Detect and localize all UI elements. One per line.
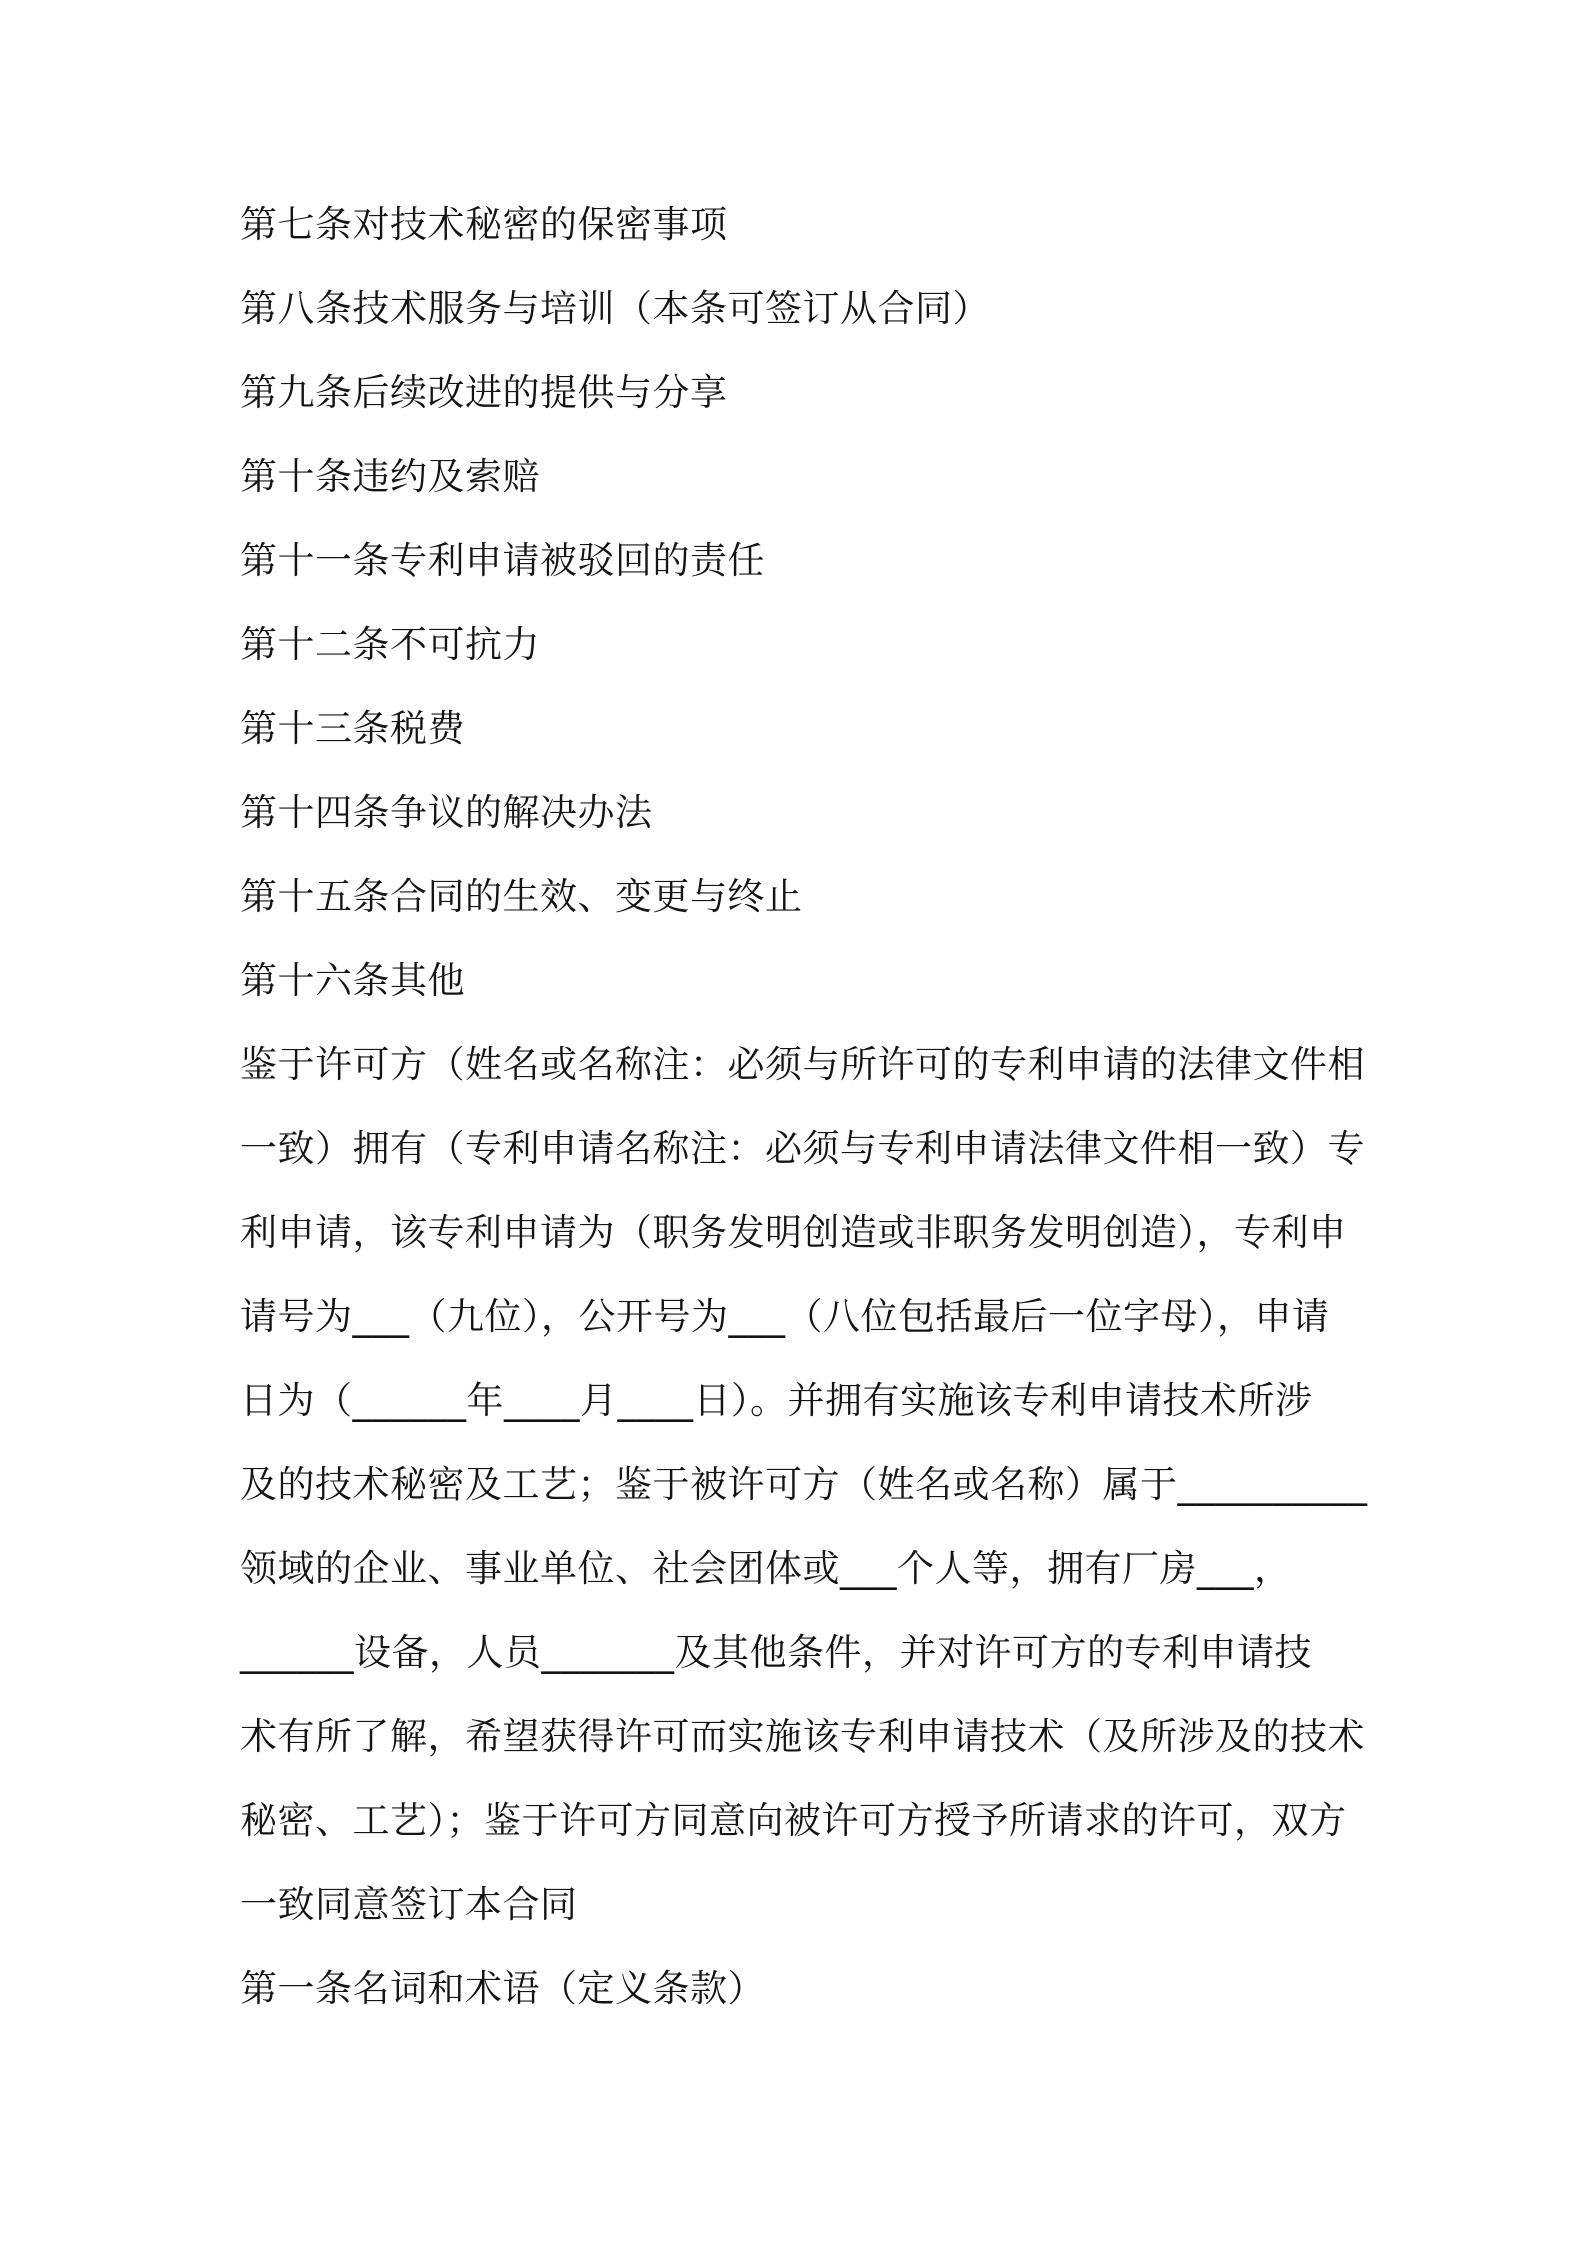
preamble-line-10: 秘密、工艺）；鉴于许可方同意向被许可方授予所请求的许可，双方 (240, 1799, 1347, 1842)
article-7-heading: 第七条对技术秘密的保密事项 (240, 203, 728, 246)
article-12-heading: 第十二条不可抗力 (240, 623, 540, 666)
article-13-heading: 第十三条税费 (240, 707, 465, 750)
article-14-heading: 第十四条争议的解决办法 (240, 791, 653, 834)
article-11-heading: 第十一条专利申请被驳回的责任 (240, 539, 765, 582)
preamble-line-2: 一致）拥有（专利申请名称注：必须与专利申请法律文件相一致）专 (240, 1127, 1365, 1170)
preamble-line-7: 领域的企业、事业单位、社会团体或___个人等，拥有厂房___， (240, 1547, 1292, 1590)
article-10-heading: 第十条违约及索赔 (240, 455, 540, 498)
preamble-line-9: 术有所了解，希望获得许可而实施该专利申请技术（及所涉及的技术 (240, 1715, 1365, 1758)
preamble-line-4: 请号为___（九位），公开号为___（八位包括最后一位字母），申请 (240, 1295, 1330, 1338)
article-16-heading: 第十六条其他 (240, 959, 465, 1002)
article-15-heading: 第十五条合同的生效、变更与终止 (240, 875, 803, 918)
article-1-heading: 第一条名词和术语（定义条款） (240, 1967, 765, 2010)
preamble-line-3: 利申请，该专利申请为（职务发明创造或非职务发明创造），专利申 (240, 1211, 1347, 1254)
preamble-line-5: 日为（______年____月____日）。并拥有实施该专利申请技术所涉 (240, 1379, 1313, 1422)
preamble-line-11: 一致同意签订本合同 (240, 1883, 578, 1926)
preamble-line-1: 鉴于许可方（姓名或名称注：必须与所许可的专利申请的法律文件相 (240, 1043, 1365, 1086)
article-8-heading: 第八条技术服务与培训（本条可签订从合同） (240, 287, 990, 330)
preamble-line-8: ______设备，人员_______及其他条件，并对许可方的专利申请技 (240, 1631, 1312, 1674)
article-9-heading: 第九条后续改进的提供与分享 (240, 371, 728, 414)
preamble-line-6: 及的技术秘密及工艺；鉴于被许可方（姓名或名称）属于__________ (240, 1463, 1368, 1506)
